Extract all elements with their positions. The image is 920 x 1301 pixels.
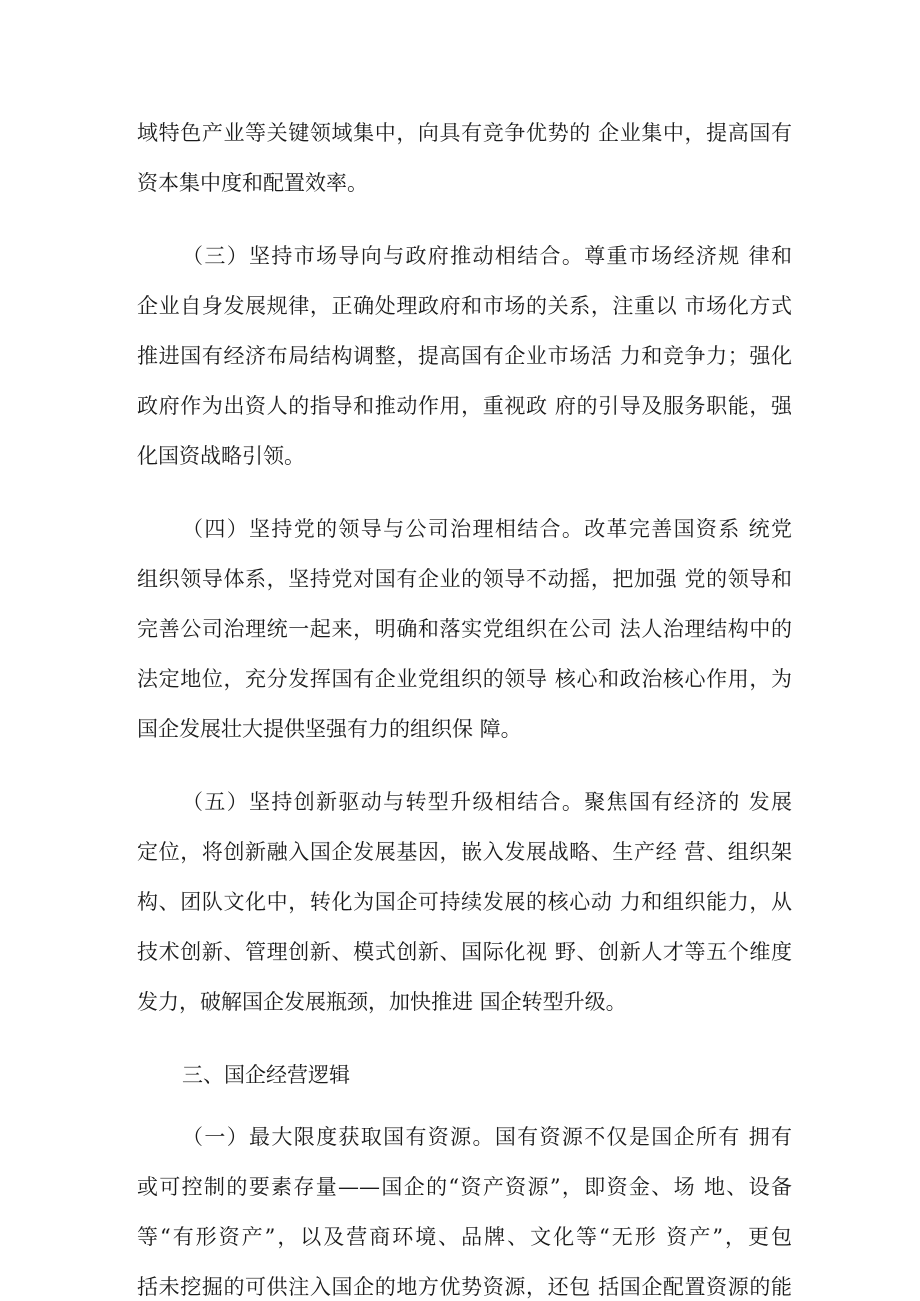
text-line-16: 技术创新、管理创新、模式创新、国际化视 野、创新人才等五个维度 xyxy=(137,940,792,964)
text-line-2: 资本集中度和配置效率。 xyxy=(137,171,368,195)
paragraph-four-first-line: （四）坚持党的领导与公司治理相结合。改革完善国资系 统党 xyxy=(182,517,792,541)
paragraph-five-first-line: （五）坚持创新驱动与转型升级相结合。聚焦国有经济的 发展 xyxy=(182,790,792,814)
text-line-17: 发力，破解国企发展瓶颈，加快推进 国企转型升级。 xyxy=(137,990,627,1014)
section-heading: 三、国企经营逻辑 xyxy=(182,1063,350,1087)
text-line-15: 构、团队文化中，转化为国企可持续发展的核心动 力和组织能力，从 xyxy=(137,890,792,914)
text-line-22: 括未挖掘的可供注入国企的地方优势资源，还包 括国企配置资源的能 xyxy=(137,1275,792,1299)
text-line-21: 等“有形资产”，以及营商环境、品牌、文化等“无形 资产”，更包 xyxy=(137,1225,792,1249)
text-line-9: 组织领导体系，坚持党对国有企业的领导不动摇，把加强 党的领导和 xyxy=(137,567,792,591)
text-line-10: 完善公司治理统一起来，明确和落实党组织在公司 法人治理结构中的 xyxy=(137,617,792,641)
text-line-11: 法定地位，充分发挥国有企业党组织的领导 核心和政治核心作用，为 xyxy=(137,667,792,691)
paragraph-three-first-line: （三）坚持市场导向与政府推动相结合。尊重市场经济规 律和 xyxy=(182,244,792,268)
text-line-5: 推进国有经济布局结构调整，提高国有企业市场活 力和竞争力；强化 xyxy=(137,344,792,368)
text-line-20: 或可控制的要素存量——国企的“资产资源”，即资金、场 地、设备 xyxy=(137,1175,792,1199)
text-line-14: 定位，将创新融入国企发展基因，嵌入发展战略、生产经 营、组织架 xyxy=(137,840,792,864)
paragraph-one-first-line: （一）最大限度获取国有资源。国有资源不仅是国企所有 拥有 xyxy=(182,1125,792,1149)
text-line-1: 域特色产业等关键领域集中，向具有竞争优势的 企业集中，提高国有 xyxy=(137,121,792,145)
text-line-7: 化国资战略引领。 xyxy=(137,444,305,468)
text-line-4: 企业自身发展规律，正确处理政府和市场的关系，注重以 市场化方式 xyxy=(137,294,792,318)
text-line-6: 政府作为出资人的指导和推动作用，重视政 府的引导及服务职能，强 xyxy=(137,394,792,418)
text-line-12: 国企发展壮大提供坚强有力的组织保 障。 xyxy=(137,717,522,741)
